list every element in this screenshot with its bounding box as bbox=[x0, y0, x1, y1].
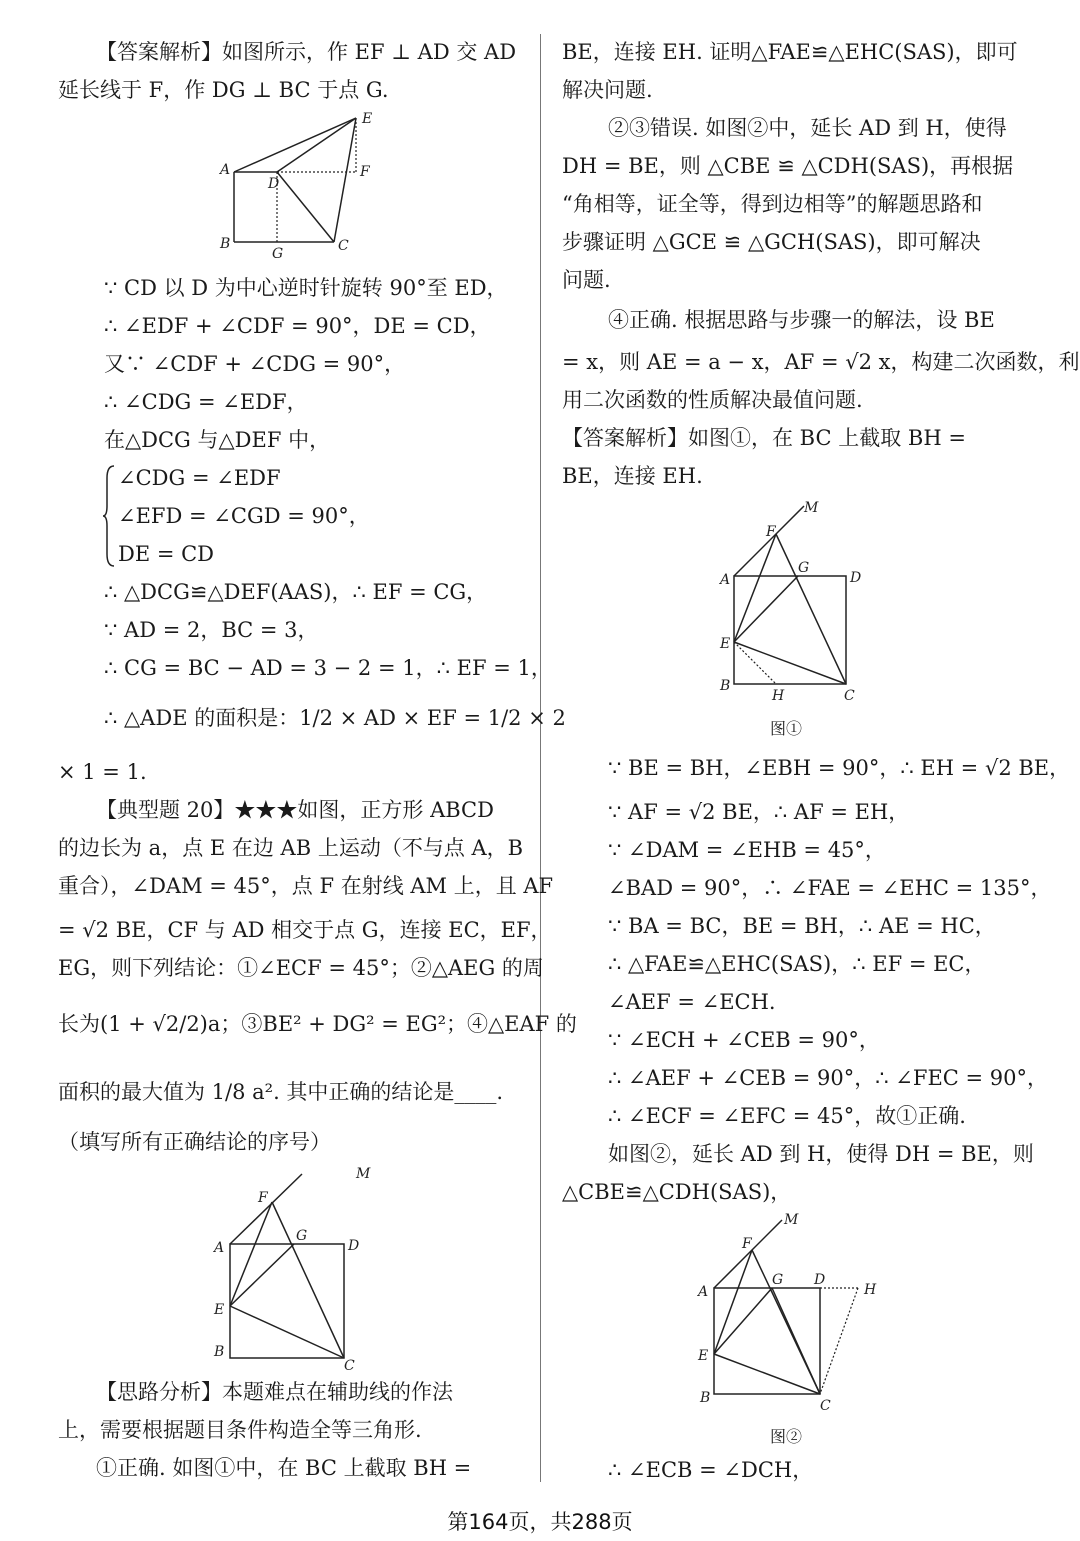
point-label: E bbox=[720, 636, 731, 652]
point-label: G bbox=[798, 560, 810, 576]
text-line: （填写所有正确结论的序号） bbox=[58, 1130, 331, 1154]
point-label: M bbox=[804, 500, 819, 516]
text-line: ∴ ∠ECB = ∠DCH， bbox=[608, 1458, 814, 1482]
text-line: 【思路分析】本题难点在辅助线的作法 bbox=[96, 1380, 453, 1404]
text-line: 如图②，延长 AD 到 H，使得 DH = BE，则 bbox=[608, 1142, 1034, 1166]
text-line: × 1 = 1. bbox=[58, 760, 147, 784]
point-label: D bbox=[348, 1238, 360, 1254]
text-line: “角相等，证全等，得到边相等”的解题思路和 bbox=[562, 192, 983, 216]
text-line: BE，连接 EH. 证明△FAE≌△EHC(SAS)，即可 bbox=[562, 40, 1018, 64]
figure-square-problem bbox=[210, 1162, 380, 1372]
text-line: 解决问题. bbox=[562, 78, 653, 102]
point-label: B bbox=[220, 236, 231, 252]
text-line: ∠EFD = ∠CGD = 90°， bbox=[118, 504, 370, 528]
point-label: G bbox=[272, 246, 284, 260]
text-line: ∴ △FAE≌△EHC(SAS)，∴ EF = EC， bbox=[608, 952, 986, 976]
text-line: 【答案解析】如图①，在 BC 上截取 BH = bbox=[562, 426, 966, 450]
text-line: ∠AEF = ∠ECH. bbox=[608, 990, 776, 1014]
text-line: ∵ CD 以 D 为中心逆时针旋转 90°至 ED， bbox=[104, 276, 508, 300]
point-label: A bbox=[220, 162, 231, 178]
text-line: 步骤证明 △GCE ≌ △GCH(SAS)，即可解决 bbox=[562, 230, 981, 254]
point-label: B bbox=[720, 678, 731, 694]
point-label: F bbox=[360, 164, 370, 180]
text-line: 【答案解析】如图所示，作 EF ⊥ AD 交 AD bbox=[96, 40, 517, 64]
point-label: M bbox=[784, 1212, 799, 1228]
text-line: ∴ CG = BC − AD = 3 − 2 = 1，∴ EF = 1， bbox=[104, 656, 552, 680]
text-line: ②③错误. 如图②中，延长 AD 到 H，使得 bbox=[608, 116, 1007, 140]
point-label: E bbox=[698, 1348, 709, 1364]
text-line: = √2 BE，CF 与 AD 相交于点 G，连接 EC，EF， bbox=[58, 918, 552, 942]
point-label: H bbox=[864, 1282, 877, 1298]
text-line: ∵ BE = BH，∠EBH = 90°，∴ EH = √2 BE， bbox=[608, 756, 1071, 780]
text-line: = x，则 AE = a − x，AF = √2 x，构建二次函数，利 bbox=[562, 350, 1080, 374]
text-line: ∵ AF = √2 BE，∴ AF = EH， bbox=[608, 800, 910, 824]
text-line: BE，连接 EH. bbox=[562, 464, 703, 488]
point-label: M bbox=[356, 1166, 371, 1182]
point-label: A bbox=[214, 1240, 225, 1256]
figure-quadrilateral bbox=[216, 110, 386, 260]
point-label: G bbox=[772, 1272, 784, 1288]
text-line: ∴ ∠EDF + ∠CDF = 90°，DE = CD， bbox=[104, 314, 491, 338]
point-label: B bbox=[700, 1390, 711, 1406]
point-label: A bbox=[698, 1284, 709, 1300]
point-label: D bbox=[850, 570, 862, 586]
point-label: F bbox=[766, 524, 776, 540]
text-line: ∵ AD = 2，BC = 3， bbox=[104, 618, 319, 642]
point-label: E bbox=[362, 111, 373, 127]
text-line: DH = BE，则 △CBE ≌ △CDH(SAS)，再根据 bbox=[562, 154, 1014, 178]
figure-1 bbox=[714, 496, 874, 706]
point-label: C bbox=[820, 1398, 831, 1414]
text-line: ∠CDG = ∠EDF bbox=[118, 466, 281, 490]
brace bbox=[102, 464, 116, 568]
text-line: ∴ △DCG≌△DEF(AAS)，∴ EF = CG， bbox=[104, 580, 488, 604]
point-label: A bbox=[720, 572, 731, 588]
text-line: 又∵ ∠CDF + ∠CDG = 90°， bbox=[104, 352, 406, 376]
text-line: △CBE≌△CDH(SAS)， bbox=[562, 1180, 792, 1204]
point-label: C bbox=[844, 688, 855, 704]
figure-2 bbox=[692, 1208, 892, 1418]
text-line: EG，则下列结论：①∠ECF = 45°；②△AEG 的周 bbox=[58, 956, 544, 980]
text-line: ①正确. 如图①中，在 BC 上截取 BH = bbox=[96, 1456, 472, 1480]
text-line: ∠BAD = 90°，∴ ∠FAE = ∠EHC = 135°， bbox=[608, 876, 1052, 900]
text-line: 延长线于 F，作 DG ⊥ BC 于点 G. bbox=[58, 78, 389, 102]
figure-caption: 图② bbox=[770, 1427, 803, 1446]
text-line: ∵ ∠ECH + ∠CEB = 90°， bbox=[608, 1028, 880, 1052]
point-label: D bbox=[268, 176, 280, 192]
point-label: E bbox=[214, 1302, 225, 1318]
point-label: G bbox=[296, 1228, 308, 1244]
point-label: H bbox=[772, 688, 785, 704]
point-label: C bbox=[338, 238, 349, 254]
text-line: 在△DCG 与△DEF 中， bbox=[104, 428, 331, 452]
text-line: 长为(1 + √2/2)a；③BE² + DG² = EG²；④△EAF 的 bbox=[58, 1012, 577, 1036]
column-divider bbox=[540, 34, 541, 1482]
text-line: 上，需要根据题目条件构造全等三角形. bbox=[58, 1418, 422, 1442]
point-label: F bbox=[742, 1236, 752, 1252]
point-label: D bbox=[814, 1272, 826, 1288]
text-line: ∴ ∠CDG = ∠EDF， bbox=[104, 390, 308, 414]
text-line: ∴ ∠AEF + ∠CEB = 90°，∴ ∠FEC = 90°， bbox=[608, 1066, 1049, 1090]
text-line: 用二次函数的性质解决最值问题. bbox=[562, 388, 863, 412]
point-label: C bbox=[344, 1358, 355, 1372]
text-line: ∴ △ADE 的面积是：1/2 × AD × EF = 1/2 × 2 bbox=[104, 706, 566, 730]
text-line: ∵ ∠DAM = ∠EHB = 45°， bbox=[608, 838, 886, 862]
text-line: ④正确. 根据思路与步骤一的解法，设 BE bbox=[608, 308, 995, 332]
text-line: 面积的最大值为 1/8 a². 其中正确的结论是____. bbox=[58, 1080, 504, 1104]
point-label: F bbox=[258, 1190, 268, 1206]
text-line: 重合），∠DAM = 45°，点 F 在射线 AM 上，且 AF bbox=[58, 874, 554, 898]
text-line: ∴ ∠ECF = ∠EFC = 45°，故①正确. bbox=[608, 1104, 966, 1128]
text-line: ∵ BA = BC，BE = BH，∴ AE = HC， bbox=[608, 914, 996, 938]
text-line: 问题. bbox=[562, 268, 611, 292]
text-line: DE = CD bbox=[118, 542, 215, 566]
text-line: 的边长为 a，点 E 在边 AB 上运动（不与点 A，B bbox=[58, 836, 524, 860]
text-line: 【典型题 20】★★★如图，正方形 ABCD bbox=[96, 798, 494, 822]
point-label: B bbox=[214, 1344, 225, 1360]
page-footer: 第164页，共288页 bbox=[447, 1510, 633, 1534]
figure-caption: 图① bbox=[770, 719, 803, 738]
